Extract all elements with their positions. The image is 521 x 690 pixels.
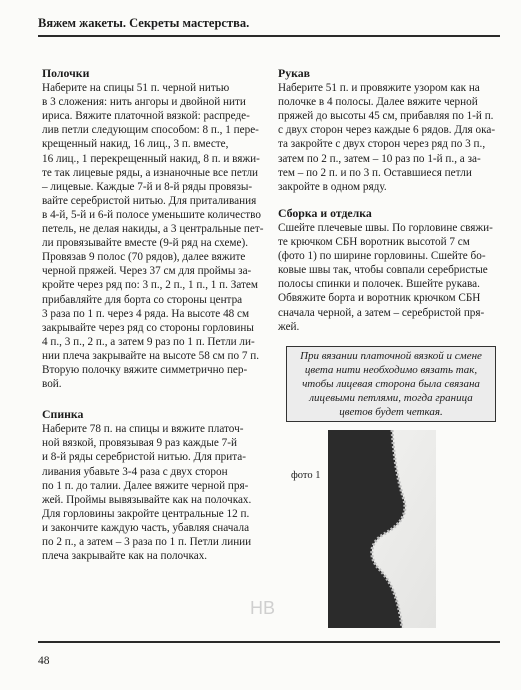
section-text-polochki: Наберите на спицы 51 п. черной нитью в 3 сложения: нить ангоры и двойной нити ириса. Вяжите платочной вязкой: распреде- лив петли следующим способом: 8 п., 1 пере- крещенный накид, 16 лиц., 3 п. вместе, 16 лиц., 1 перекрещенный накид, 8 п. и вяжи- те так лицевые ряды, а изнаночные все петли – лицевые. Каждые 7-й и 8-й ряды провязы- вайте серебристой нитью. Для приталивания в 4-й, 5-й и 6-й полосе уменьшите количество петель, не делая накиды, а 3 центральные пет- ли провязывайте вместе (9-й ряд на схеме). Провязав 9 полос (70 рядов), далее вяжите черной пряжей. Через 37 см для проймы за- кройте через ряд по: 3 п., 2 п., 1 п., 1 п. Затем прибавляйте для борта со стороны центра 3 раза по 1 п. через 4 ряда. На высоте 48 см закрывайте через ряд со стороны горловины 4 п., 3 п., 2 п., а затем 9 раз по 1 п. Петли ли- нии плеча закрывайте на высоте 58 см по 7 п. Вторую полочку вяжите симметрично пер- вой.	[42, 82, 264, 391]
header-rule	[38, 35, 500, 37]
section-text-sborka: Сшейте плечевые швы. По горловине свяжи- те крючком СБН воротник высотой 7 см (фото 1) по ширине горловины. Сшейте бо- ковые швы так, чтобы совпали серебристые полосы спинки и полочек. Вшейте рукава. Обвяжите борта и воротник крючком СБН сначала черной, а затем – серебристой пря- жей.	[278, 221, 493, 333]
section-text-spinka: Наберите 78 п. на спицы и вяжите платоч- ной вязкой, провязывая 9 раз каждые 7-й и 8-й ряды серебристой нитью. Для прита- ливания убавьте 3-4 раза с двух сторон по 1 п. до талии. Далее вяжите черной пря- жей. Проймы вывязывайте как на полочках. Для горловины закройте центральные 12 п. и закончите каждую часть, убавляя сначала по 2 п., а затем – 3 раза по 1 п. Петли линии плеча закрывайте как на полочках.	[42, 423, 252, 563]
faint-show-through-mark: HB	[250, 598, 276, 618]
footer-rule	[38, 641, 500, 643]
page-number: 48	[38, 655, 50, 667]
right-column	[278, 66, 500, 334]
spacer	[278, 194, 500, 206]
page-header-title: Вяжем жакеты. Секреты мастерства.	[38, 16, 250, 30]
section-title-polochki: Полочки	[42, 66, 90, 80]
photo-caption: фото 1	[291, 470, 321, 481]
photo-knitted-collar	[328, 430, 436, 628]
tip-note-box: При вязании платочной вязкой и смене цвета нити необходимо вязать так, чтобы лицевая сторона была связана лицевыми петлями, тогда граница цветов будет четкая.	[286, 346, 496, 422]
spacer	[42, 391, 264, 407]
section-title-spinka: Спинка	[42, 407, 84, 422]
section-title-rukav: Рукав	[278, 66, 310, 80]
photo-collar-graphic	[328, 430, 436, 628]
section-text-rukav: Наберите 51 п. и провяжите узором как на полочке в 4 полосы. Далее вяжите черной пряжей до высоты 45 см, прибавляя по 1-й п. с двух сторон через каждые 6 рядов. Для ока- та закройте с двух сторон через ряд по 3 п., затем по 2 п., затем – 10 раз по 1-й п., а за- тем – по 2 п. и по 3 п. Оставшиеся петли закройте в одном ряду.	[278, 82, 496, 193]
section-title-sborka: Сборка и отделка	[278, 205, 372, 220]
left-column	[42, 66, 264, 563]
